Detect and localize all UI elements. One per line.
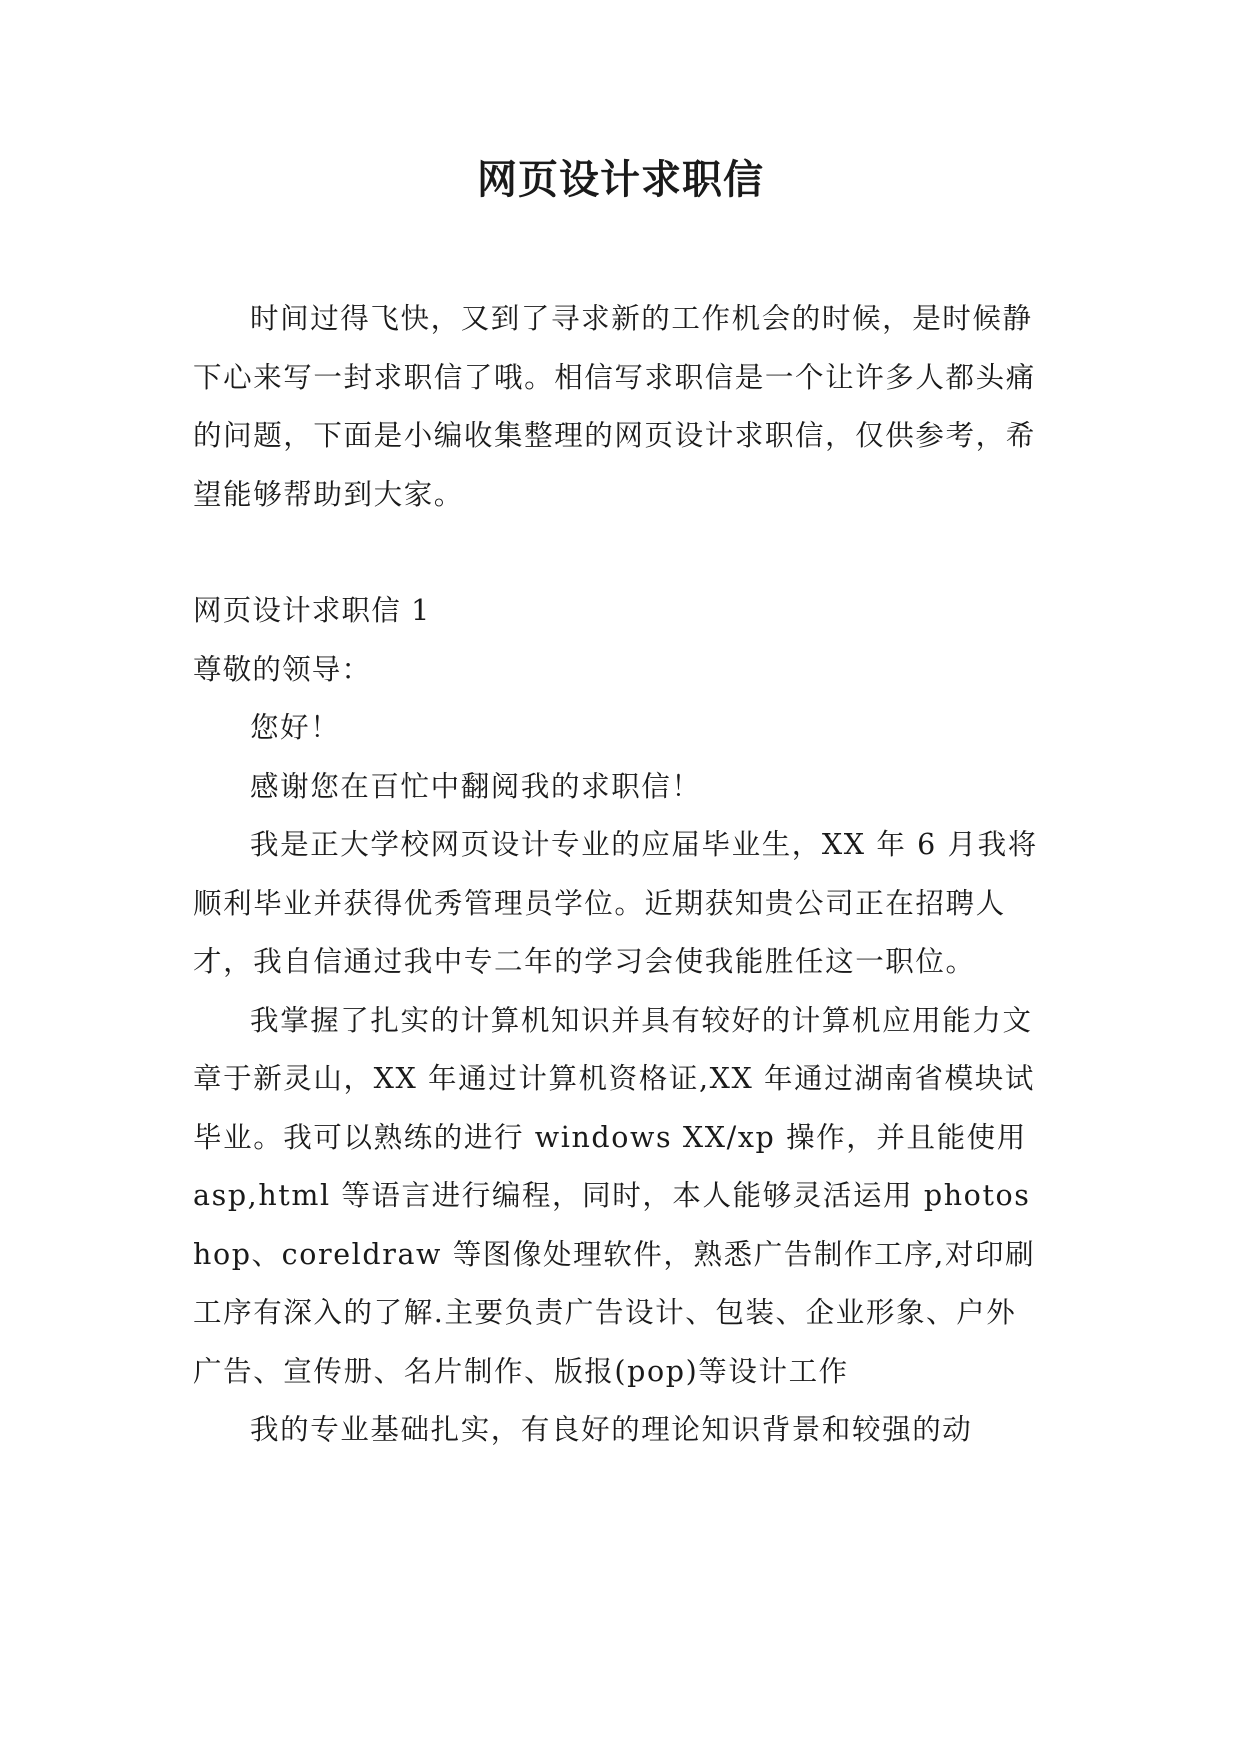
body-paragraph: 我的专业基础扎实，有良好的理论知识背景和较强的动 [250, 1413, 973, 1446]
body-paragraph: 我是正大学校网页设计专业的应届毕业生，XX 年 6 月我将顺利毕业并获得优秀管理员学位。近期获知贵公司正在招聘人才，我自信通过我中专二年的学习会使我能胜任这一职位。 [193, 828, 1038, 978]
salutation: 尊敬的领导： [193, 652, 372, 686]
greeting: 您好！ [250, 711, 341, 744]
section-title: 网页设计求职信 1 [193, 594, 431, 627]
document-body [193, 290, 1045, 1460]
intro-paragraph: 时间过得飞快，又到了寻求新的工作机会的时候，是时候静下心来写一封求职信了哦。相信写求职信是一个让许多人都头痛的问题，下面是小编收集整理的网页设计求职信，仅供参考，希望能够帮助到大家。 [193, 302, 1036, 511]
thanks-line: 感谢您在百忙中翻阅我的求职信！ [250, 769, 702, 803]
document-title: 网页设计求职信 [477, 156, 764, 203]
body-paragraph: 我掌握了扎实的计算机知识并具有较好的计算机应用能力文章于新灵山，XX 年通过计算机资格证,XX 年通过湖南省模块试毕业。我可以熟练的进行 windows XX/xp 操作，并且能使用 asp,html 等语言进行编程，同时，本人能够灵活运用 photoshop、coreldraw 等图像处理软件，熟悉广告制作工序,对印刷工序有深入的了解.主要负责广告设计、包装、企业形象、户外广告、宣传册、名片制作、版报(pop)等设计工作 [193, 1003, 1036, 1388]
